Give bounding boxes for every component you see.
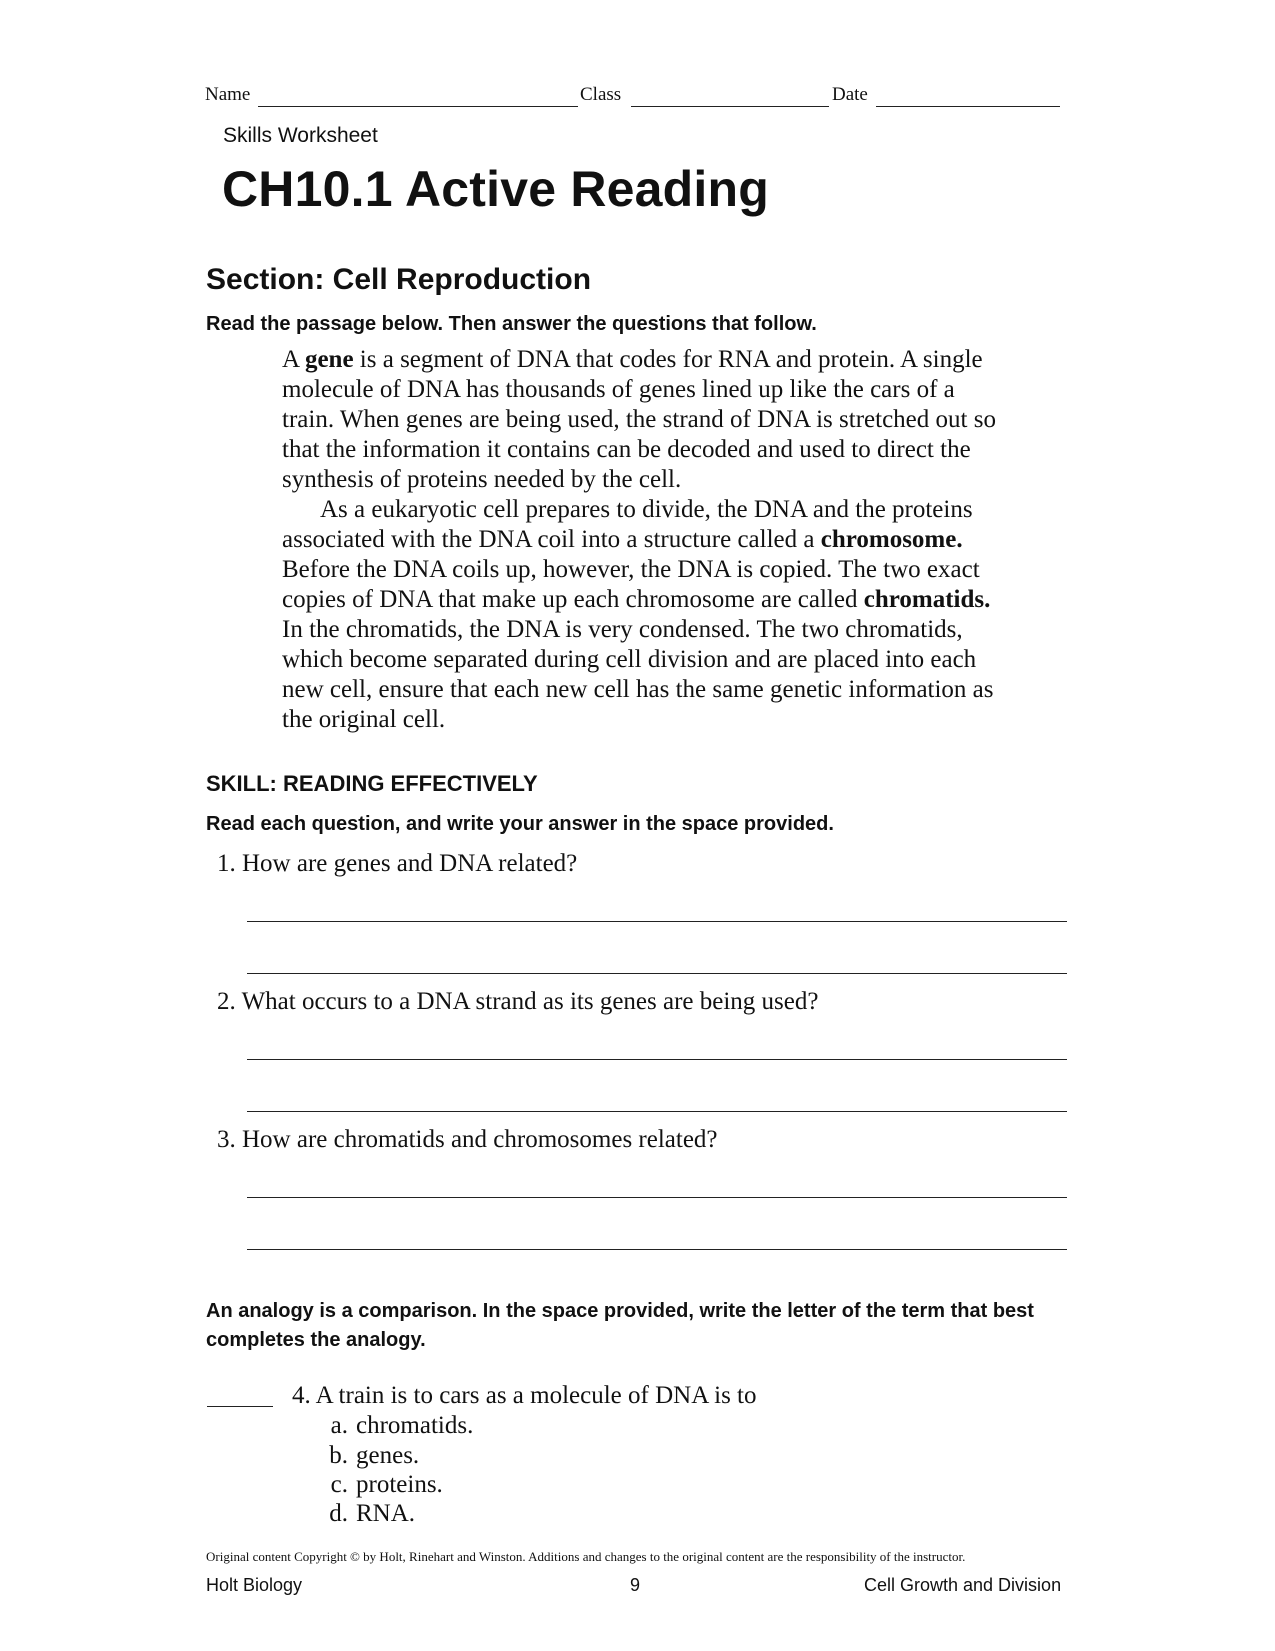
passage-paragraph-2: As a eukaryotic cell prepares to divide, the DNA and the proteins associated with the DNA coil into a structure called a chromosome. Before the DNA coils up, however, the DNA is copied. The two exact copies of DNA that make up each chromosome are called chromatids. In the chromatids, the DNA is very condensed. The two chromatids, which become separated during cell division and are placed into each new cell, ensure that each new cell has the same genetic information as the original cell.	[282, 496, 994, 733]
answer-line-2a[interactable]	[247, 1059, 1067, 1060]
class-label: Class	[580, 84, 622, 105]
copyright-notice: Original content Copyright © by Holt, Rinehart and Winston. Additions and changes to the original content are the responsibility of the instructor.	[206, 1549, 966, 1564]
answer-line-1b[interactable]	[247, 973, 1067, 974]
option-b: b. genes.	[329, 1442, 420, 1469]
passage-paragraph-1: A gene is a segment of DNA that codes for RNA and protein. A single molecule of DNA has thousands of genes lined up like the cars of a train. When genes are being used, the strand of DNA is stretched out so that the information it contains can be decoded and used to direct the synthesis of proteins needed by the cell.	[282, 346, 996, 493]
name-label: Name	[205, 84, 251, 105]
page-number: 9	[630, 1575, 641, 1595]
term-gene: gene	[304, 346, 354, 373]
question-text: A train is to cars as a molecule of DNA is to	[315, 1382, 757, 1409]
answer-line-3b[interactable]	[247, 1249, 1067, 1250]
date-field[interactable]	[876, 106, 1060, 107]
question-text: What occurs to a DNA strand as its genes are being used?	[241, 988, 819, 1015]
footer-book-title: Holt Biology	[206, 1575, 303, 1595]
passage-instruction: Read the passage below. Then answer the questions that follow.	[206, 313, 817, 335]
question-number: 1.	[217, 850, 236, 877]
question-2	[217, 988, 818, 1016]
question-text: How are chromatids and chromosomes related?	[242, 1126, 718, 1153]
question-1	[217, 850, 577, 878]
class-field[interactable]	[631, 106, 829, 107]
question-instruction: Read each question, and write your answer in the space provided.	[206, 813, 834, 835]
question-number: 4.	[292, 1382, 311, 1409]
option-a: a. chromatids.	[330, 1412, 474, 1439]
date-label: Date	[832, 84, 868, 105]
student-info-header	[205, 84, 1060, 114]
term-chromatids: chromatids.	[863, 586, 991, 613]
answer-line-2b[interactable]	[247, 1111, 1067, 1112]
analogy-instruction: An analogy is a comparison. In the space provided, write the letter of the term that best completes the analogy.	[206, 1300, 1034, 1351]
worksheet-kicker: Skills Worksheet	[223, 124, 378, 147]
answer-blank-4[interactable]	[207, 1406, 273, 1407]
term-chromosome: chromosome.	[820, 526, 963, 553]
question-number: 3.	[217, 1126, 236, 1153]
question-3	[217, 1126, 718, 1154]
reading-passage	[282, 345, 1002, 735]
option-c: c. proteins.	[330, 1471, 443, 1498]
section-heading: Section: Cell Reproduction	[206, 263, 592, 296]
question-text: How are genes and DNA related?	[242, 850, 578, 877]
name-field[interactable]	[258, 106, 578, 107]
option-d: d. RNA.	[329, 1500, 416, 1527]
footer-chapter-title: Cell Growth and Division	[864, 1575, 1062, 1595]
answer-line-1a[interactable]	[247, 921, 1067, 922]
question-number: 2.	[217, 988, 236, 1015]
skill-heading: SKILL: READING EFFECTIVELY	[206, 771, 538, 796]
answer-line-3a[interactable]	[247, 1197, 1067, 1198]
page-title: CH10.1 Active Reading	[222, 161, 769, 217]
question-4	[292, 1382, 757, 1410]
